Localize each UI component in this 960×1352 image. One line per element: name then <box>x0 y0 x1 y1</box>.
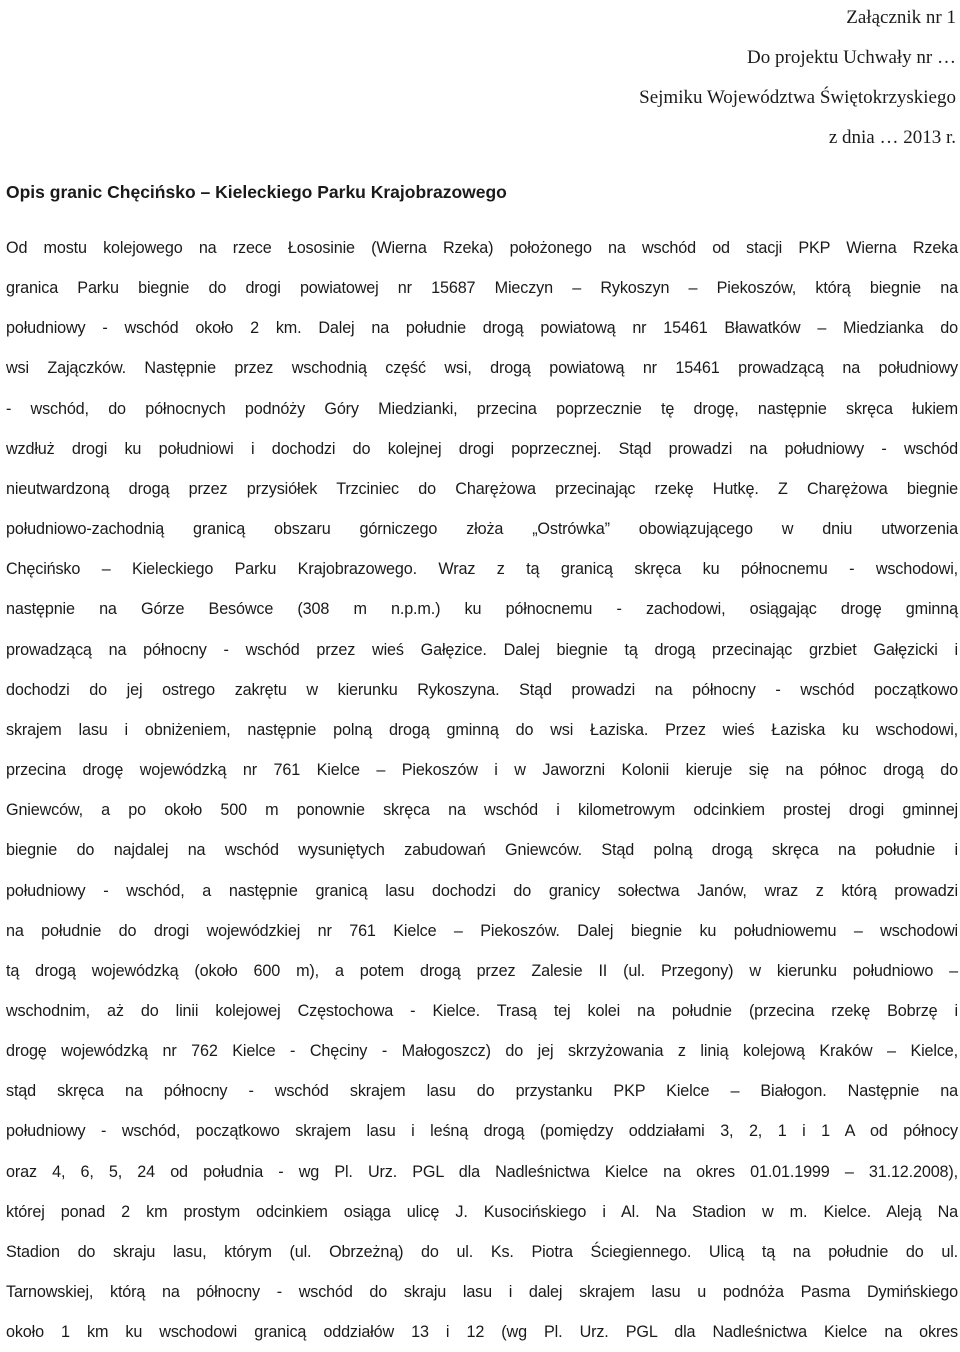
body-line: skrajem lasu i obniżeniem, następnie polną drogą gminną do wsi Łaziska. Przez wieś Łaziska ku wschodowi, <box>6 720 958 739</box>
body-line: wzdłuż drogi ku południowi i dochodzi do kolejnej drogi poprzecznej. Stąd prowadzi na południowy - wschód <box>6 439 958 458</box>
body-line: biegnie do najdalej na wschód wysuniętych zabudowań Gniewców. Stąd polną drogą skręca na południe i <box>6 841 958 860</box>
body-line: południowo-zachodnią granicą obszaru górniczego złoża „Ostrówka” obowiązującego w dniu utworzenia <box>6 520 958 539</box>
body-line: Chęcińsko – Kieleckiego Parku Krajobrazowego. Wraz z tą granicą skręca ku północnemu - wschodowi, <box>6 560 958 579</box>
assembly-label: Sejmiku Województwa Świętokrzyskiego <box>639 87 956 108</box>
annex-label: Załącznik nr 1 <box>846 7 956 28</box>
body-line: dochodzi do jej ostrego zakrętu w kierunku Rykoszyna. Stąd prowadzi na północny - wschód początkowo <box>6 680 958 699</box>
body-line: wsi Zajączków. Następnie przez wschodnią część wsi, drogą powiatową nr 15461 prowadzącą na południowy <box>6 359 958 378</box>
body-line: Tarnowskiej, którą na północny - wschód do skraju lasu i dalej skrajem lasu u podnóża Pasma Dymińskiego <box>6 1283 958 1302</box>
body-line: drogę wojewódzką nr 762 Kielce - Chęciny - Małogoszcz) do jej skrzyżowania z linią kolejową Kraków – Kielce, <box>6 1042 958 1061</box>
body-line: nieutwardzoną drogą przez przysiółek Trzciniec do Charężowa przecinając rzekę Hutkę. Z Charężowa biegnie <box>6 479 958 498</box>
body-line: prowadzącą na północny - wschód przez wieś Gałęzice. Dalej biegnie tą drogą przecinając grzbiet Gałęzicki i <box>6 640 958 659</box>
body-line: około 1 km ku wschodowi granicą oddziałów 13 i 12 (wg Pl. Urz. PGL dla Nadleśnictwa Kielce na okres <box>6 1323 958 1342</box>
body-line: - wschód, do północnych podnóży Góry Miedzianki, przecina poprzecznie tę drogę, następnie skręca łukiem <box>6 399 958 418</box>
body-line: na południe do drogi wojewódzkiej nr 761 Kielce – Piekoszów. Dalej biegnie ku południowemu – wschodowi <box>6 921 958 940</box>
body-line: tą drogą wojewódzką (około 600 m), a potem drogą przez Zalesie II (ul. Przegony) w kierunku południowo – <box>6 961 958 980</box>
body-line: południowy - wschód, a następnie granicą lasu dochodzi do granicy sołectwa Janów, wraz z którą prowadzi <box>6 881 958 900</box>
body-line: Gniewców, a po około 500 m ponownie skręca na wschód i kilometrowym odcinkiem prostej drogi gminnej <box>6 801 958 820</box>
body-line: następnie na Górze Besówce (308 m n.p.m.) ku północnemu - zachodowi, osiągając drogę gminną <box>6 600 958 619</box>
body-line: Stadion do skraju lasu, którym (ul. Obrzeżną) do ul. Ks. Piotra Ściegiennego. Ulicą tą na południe do ul. <box>6 1242 958 1261</box>
body-line: której ponad 2 km prostym odcinkiem osiąga ulicę J. Kusocińskiego i Al. Na Stadion w m. Kielce. Aleją Na <box>6 1202 958 1221</box>
document-header <box>639 0 956 158</box>
project-label: Do projektu Uchwały nr … <box>747 47 956 68</box>
document-title: Opis granic Chęcińsko – Kieleckiego Parku Krajobrazowego <box>6 182 507 202</box>
body-line: granica Parku biegnie do drogi powiatowej nr 15687 Mieczyn – Rykoszyn – Piekoszów, którą biegnie na <box>6 279 958 298</box>
body-line: południowy - wschód, początkowo skrajem lasu i leśną drogą (pomiędzy oddziałami 3, 2, 1 i 1 A od północy <box>6 1122 958 1141</box>
body-line: wschodnim, aż do linii kolejowej Częstochowa - Kielce. Trasą tej kolei na południe (przecina rzekę Bobrzę i <box>6 1001 958 1020</box>
body-line: stąd skręca na północny - wschód skrajem lasu do przystanku PKP Kielce – Białogon. Następnie na <box>6 1082 958 1101</box>
date-label: z dnia … 2013 r. <box>828 127 956 148</box>
body-line: południowy - wschód około 2 km. Dalej na południe drogą powiatową nr 15461 Bławatków – Miedzianka do <box>6 319 958 338</box>
document-body <box>6 228 958 1352</box>
body-line: Od mostu kolejowego na rzece Łososinie (Wierna Rzeka) położonego na wschód od stacji PKP Wierna Rzeka <box>6 239 958 257</box>
body-line: oraz 4, 6, 5, 24 od południa - wg Pl. Urz. PGL dla Nadleśnictwa Kielce na okres 01.01.1999 – 31.12.2008), <box>6 1162 958 1181</box>
body-line: przecina drogę wojewódzką nr 761 Kielce – Piekoszów i w Jaworzni Kolonii kieruje się na północ drogą do <box>6 761 958 780</box>
